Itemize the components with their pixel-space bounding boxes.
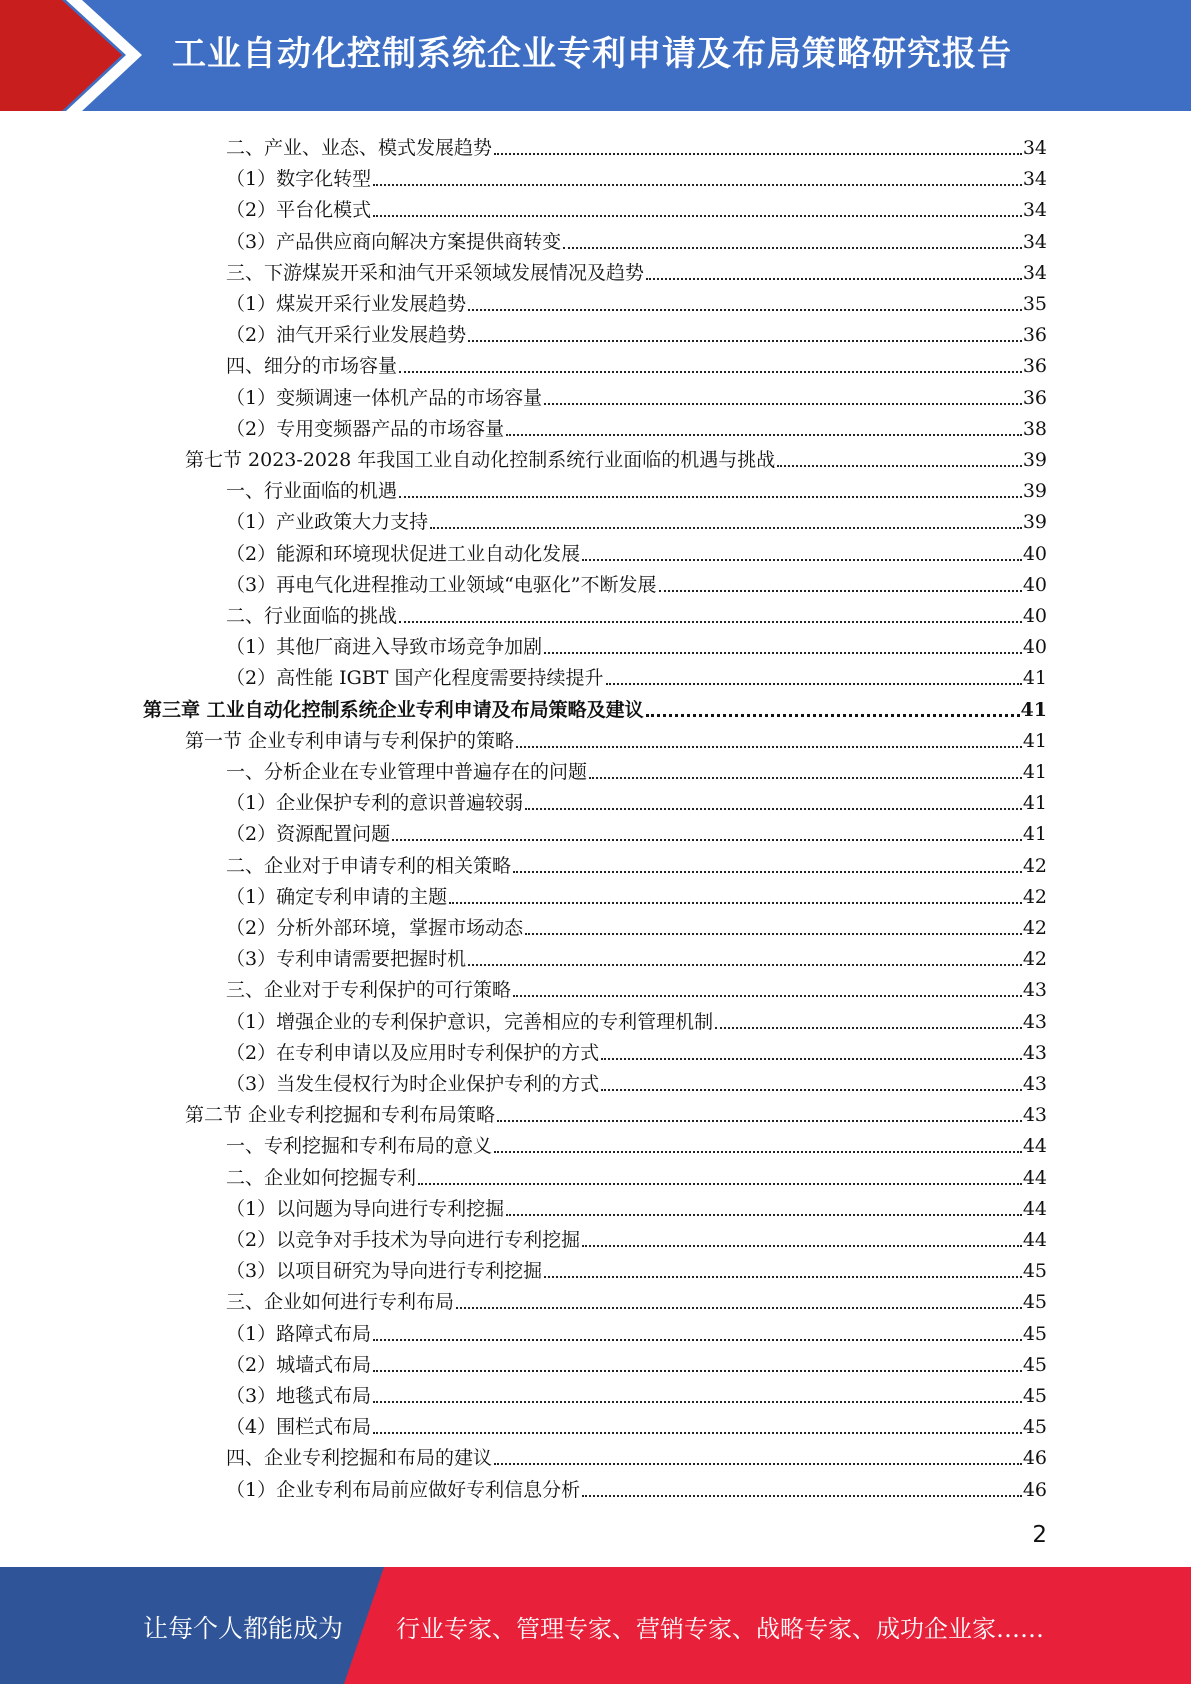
toc-entry[interactable]	[226, 1346, 1047, 1377]
toc-entry[interactable]	[226, 1315, 1047, 1346]
toc-dot-leader	[494, 1463, 1022, 1465]
toc-dot-leader	[601, 1089, 1022, 1091]
toc-dot-leader	[659, 590, 1022, 592]
toc-dot-leader	[601, 1058, 1022, 1060]
toc-entry-label: （1）变频调速一体机产品的市场容量	[226, 386, 543, 409]
toc-entry-page: 43	[1022, 1010, 1047, 1033]
toc-dot-leader	[513, 995, 1022, 997]
toc-entry-page: 39	[1022, 511, 1047, 534]
toc-dot-leader	[506, 434, 1022, 436]
toc-entry-page: 34	[1022, 137, 1047, 159]
toc-entry-page: 41	[1022, 792, 1047, 815]
toc-dot-leader	[544, 1276, 1022, 1278]
toc-entry-label: （3）产品供应商向解决方案提供商转变	[226, 230, 562, 253]
toc-dot-leader	[373, 184, 1022, 186]
toc-entry[interactable]	[185, 441, 1047, 472]
toc-dot-leader	[715, 1027, 1022, 1029]
toc-entry-label: （1）企业专利布局前应做好专利信息分析	[226, 1478, 581, 1501]
toc-entry-label: 二、产业、业态、模式发展趋势	[226, 137, 493, 159]
toc-entry[interactable]	[226, 191, 1047, 222]
toc-dot-leader	[468, 340, 1022, 342]
toc-entry-label: 三、企业如何进行专利布局	[226, 1291, 455, 1314]
toc-entry-page: 38	[1022, 417, 1047, 440]
toc-entry-label: 第七节 2023-2028 年我国工业自动化控制系统行业面临的机遇与挑战	[185, 449, 776, 471]
toc-entry-page: 34	[1022, 168, 1047, 191]
toc-entry-page: 41	[1020, 698, 1047, 721]
toc-entry-page: 42	[1022, 917, 1047, 939]
toc-entry[interactable]	[226, 347, 1047, 378]
toc-dot-leader	[494, 1151, 1022, 1153]
toc-entry[interactable]	[185, 722, 1047, 753]
toc-entry[interactable]	[226, 847, 1047, 878]
toc-entry[interactable]	[226, 659, 1047, 690]
toc-entry-label: （1）煤炭开采行业发展趋势	[226, 293, 467, 315]
toc-entry[interactable]	[226, 566, 1047, 597]
toc-entry[interactable]	[226, 878, 1047, 909]
toc-entry-label: （3）地毯式布局	[226, 1385, 372, 1407]
toc-dot-leader	[399, 371, 1022, 373]
toc-entry-page: 34	[1022, 230, 1047, 253]
toc-entry-page: 40	[1022, 636, 1047, 659]
toc-entry-page: 43	[1022, 1073, 1047, 1095]
toc-entry-page: 44	[1022, 1197, 1047, 1220]
toc-dot-leader	[646, 278, 1022, 280]
toc-entry[interactable]	[226, 940, 1047, 971]
toc-entry[interactable]	[226, 1190, 1047, 1221]
toc-entry-label: 二、企业对于申请专利的相关策略	[226, 854, 512, 877]
toc-dot-leader	[525, 808, 1022, 810]
toc-entry-page: 42	[1022, 854, 1047, 877]
toc-entry-label: （1）产业政策大力支持	[226, 511, 429, 534]
toc-entry-label: 第一节 企业专利申请与专利保护的策略	[185, 729, 515, 752]
toc-entry[interactable]	[226, 379, 1047, 410]
toc-dot-leader	[373, 1432, 1022, 1434]
toc-entry[interactable]	[226, 535, 1047, 566]
toc-entry[interactable]	[226, 971, 1047, 1002]
toc-entry-page: 44	[1022, 1135, 1047, 1158]
toc-entry-label: （2）以竞争对手技术为导向进行专利挖掘	[226, 1229, 581, 1251]
toc-entry[interactable]	[226, 784, 1047, 815]
toc-entry-label: （2）分析外部环境，掌握市场动态	[226, 917, 524, 939]
toc-entry[interactable]	[226, 597, 1047, 628]
toc-dot-leader	[418, 1183, 1022, 1185]
toc-entry[interactable]	[226, 753, 1047, 784]
toc-entry-page: 34	[1022, 261, 1047, 284]
toc-entry-page: 39	[1022, 480, 1047, 503]
toc-dot-leader	[494, 153, 1022, 155]
toc-entry-label: （3）再电气化进程推动工业领域“电驱化”不断发展	[226, 573, 657, 596]
toc-dot-leader	[544, 652, 1022, 654]
toc-entry-label: （1）增强企业的专利保护意识，完善相应的专利管理机制	[226, 1010, 714, 1033]
toc-entry[interactable]	[226, 285, 1047, 316]
toc-dot-leader	[544, 403, 1022, 405]
toc-entry-page: 42	[1022, 948, 1047, 971]
toc-entry[interactable]	[226, 503, 1047, 534]
toc-entry-page: 43	[1022, 1104, 1047, 1127]
toc-entry-label: 四、细分的市场容量	[226, 355, 398, 378]
toc-entry-page: 42	[1022, 885, 1047, 908]
toc-entry-label: （1）确定专利申请的主题	[226, 885, 448, 908]
toc-dot-leader	[399, 621, 1022, 623]
toc-entry[interactable]	[226, 1252, 1047, 1283]
toc-entry-page: 39	[1022, 449, 1047, 471]
toc-dot-leader	[582, 1245, 1022, 1247]
toc-entry-page: 46	[1022, 1447, 1047, 1470]
toc-entry-label: （2）能源和环境现状促进工业自动化发展	[226, 542, 581, 565]
toc-dot-leader	[516, 746, 1022, 748]
toc-entry-label: 二、行业面临的挑战	[226, 605, 398, 627]
toc-entry[interactable]	[226, 1283, 1047, 1314]
toc-entry[interactable]	[226, 815, 1047, 846]
toc-dot-leader	[373, 1401, 1022, 1403]
toc-entry[interactable]	[226, 1003, 1047, 1034]
toc-entry[interactable]	[226, 1408, 1047, 1439]
toc-entry-page: 41	[1022, 761, 1047, 783]
toc-entry[interactable]	[226, 1159, 1047, 1190]
toc-entry-page: 44	[1022, 1166, 1047, 1189]
toc-entry-page: 36	[1022, 355, 1047, 378]
toc-entry-label: （2）专用变频器产品的市场容量	[226, 417, 505, 440]
toc-dot-leader	[777, 465, 1022, 467]
toc-entry-page: 36	[1022, 386, 1047, 409]
toc-entry-page: 41	[1022, 823, 1047, 846]
document-title: 工业自动化控制系统企业专利申请及布局策略研究报告	[172, 34, 1012, 74]
toc-entry-page: 40	[1022, 573, 1047, 596]
toc-entry[interactable]	[226, 1065, 1047, 1096]
toc-dot-leader	[497, 1120, 1022, 1122]
toc-entry-label: （2）资源配置问题	[226, 823, 391, 846]
toc-entry[interactable]	[226, 628, 1047, 659]
toc-entry[interactable]	[226, 410, 1047, 441]
toc-entry-page: 45	[1022, 1291, 1047, 1314]
page-header	[0, 0, 1191, 111]
toc-entry-label: 三、企业对于专利保护的可行策略	[226, 979, 512, 1002]
toc-dot-leader	[513, 871, 1022, 873]
toc-entry-page: 44	[1022, 1229, 1047, 1251]
toc-entry-label: 第二节 企业专利挖掘和专利布局策略	[185, 1104, 496, 1127]
toc-dot-leader	[373, 1370, 1022, 1372]
toc-dot-leader	[392, 839, 1022, 841]
toc-entry[interactable]	[226, 160, 1047, 191]
toc-entry-label: （1）以问题为导向进行专利挖掘	[226, 1197, 505, 1220]
header-arrow-decoration	[0, 0, 150, 111]
toc-dot-leader	[582, 559, 1022, 561]
toc-entry-label: （2）平台化模式	[226, 199, 372, 222]
toc-dot-leader	[606, 683, 1022, 685]
toc-dot-leader	[456, 1307, 1022, 1309]
toc-entry-label: 四、企业专利挖掘和布局的建议	[226, 1447, 493, 1470]
toc-entry-page: 41	[1022, 667, 1047, 690]
toc-entry-label: （3）以项目研究为导向进行专利挖掘	[226, 1260, 543, 1283]
toc-entry-page: 40	[1022, 605, 1047, 627]
toc-entry[interactable]	[226, 1471, 1047, 1502]
toc-entry-label: （4）围栏式布局	[226, 1416, 372, 1439]
toc-dot-leader	[430, 527, 1022, 529]
toc-dot-leader	[582, 1495, 1022, 1497]
toc-entry-label: （2）油气开采行业发展趋势	[226, 324, 467, 347]
toc-dot-leader	[563, 247, 1022, 249]
toc-entry[interactable]	[226, 1439, 1047, 1470]
toc-entry-page: 43	[1022, 979, 1047, 1002]
toc-dot-leader	[589, 777, 1022, 779]
footer-slogan-left: 让每个人都能成为	[143, 1614, 344, 1643]
toc-dot-leader	[468, 964, 1022, 966]
toc-entry[interactable]	[226, 1377, 1047, 1408]
toc-entry-page: 45	[1022, 1322, 1047, 1345]
toc-entry-page: 45	[1022, 1416, 1047, 1439]
toc-entry-label: 一、专利挖掘和专利布局的意义	[226, 1135, 493, 1158]
toc-dot-leader	[525, 933, 1022, 935]
toc-dot-leader	[373, 1339, 1022, 1341]
toc-dot-leader	[399, 496, 1022, 498]
toc-entry-label: 第三章 工业自动化控制系统企业专利申请及布局策略及建议	[143, 698, 644, 721]
toc-entry-page: 35	[1022, 293, 1047, 315]
toc-entry-label: （1）其他厂商进入导致市场竞争加剧	[226, 636, 543, 659]
toc-entry[interactable]	[226, 316, 1047, 347]
toc-entry-page: 46	[1022, 1478, 1047, 1501]
toc-entry[interactable]	[226, 129, 1047, 160]
toc-entry[interactable]	[226, 1034, 1047, 1065]
toc-entry-label: （1）数字化转型	[226, 168, 372, 191]
toc-dot-leader	[373, 215, 1022, 217]
toc-entry[interactable]	[226, 909, 1047, 940]
toc-entry[interactable]	[226, 223, 1047, 254]
toc-entry[interactable]	[226, 472, 1047, 503]
toc-dot-leader	[449, 902, 1022, 904]
toc-entry-page: 34	[1022, 199, 1047, 222]
toc-entry-page: 40	[1022, 542, 1047, 565]
toc-entry[interactable]	[143, 691, 1047, 722]
toc-entry-label: （2）在专利申请以及应用时专利保护的方式	[226, 1041, 600, 1064]
page-number: 2	[1032, 1522, 1047, 1548]
page-footer	[0, 1567, 1191, 1684]
toc-entry[interactable]	[185, 1096, 1047, 1127]
toc-entry-label: （3）当发生侵权行为时企业保护专利的方式	[226, 1073, 600, 1095]
toc-entry-page: 45	[1022, 1353, 1047, 1376]
toc-entry-page: 41	[1022, 729, 1047, 752]
footer-slogan-right: 行业专家、管理专家、营销专家、战略专家、成功企业家……	[396, 1615, 1044, 1643]
toc-entry[interactable]	[226, 1221, 1047, 1252]
toc-entry-label: （2）城墙式布局	[226, 1353, 372, 1376]
toc-dot-leader	[646, 714, 1020, 717]
toc-entry[interactable]	[226, 1127, 1047, 1158]
toc-dot-leader	[468, 309, 1022, 311]
toc-entry-page: 36	[1022, 324, 1047, 347]
toc-entry-page: 43	[1022, 1041, 1047, 1064]
toc-entry-label: （1）路障式布局	[226, 1322, 372, 1345]
toc-entry-label: 一、行业面临的机遇	[226, 480, 398, 503]
toc-entry-label: （1）企业保护专利的意识普遍较弱	[226, 792, 524, 815]
toc-entry-label: （3）专利申请需要把握时机	[226, 948, 467, 971]
toc-entry-label: 三、下游煤炭开采和油气开采领域发展情况及趋势	[226, 261, 645, 284]
toc-entry-page: 45	[1022, 1260, 1047, 1283]
toc-entry-page: 45	[1022, 1385, 1047, 1407]
toc-entry[interactable]	[226, 254, 1047, 285]
toc-entry-label: 二、企业如何挖掘专利	[226, 1166, 417, 1189]
toc-entry-label: 一、分析企业在专业管理中普遍存在的问题	[226, 761, 588, 783]
toc-dot-leader	[506, 1214, 1022, 1216]
toc-entry-label: （2）高性能 IGBT 国产化程度需要持续提升	[226, 667, 604, 690]
